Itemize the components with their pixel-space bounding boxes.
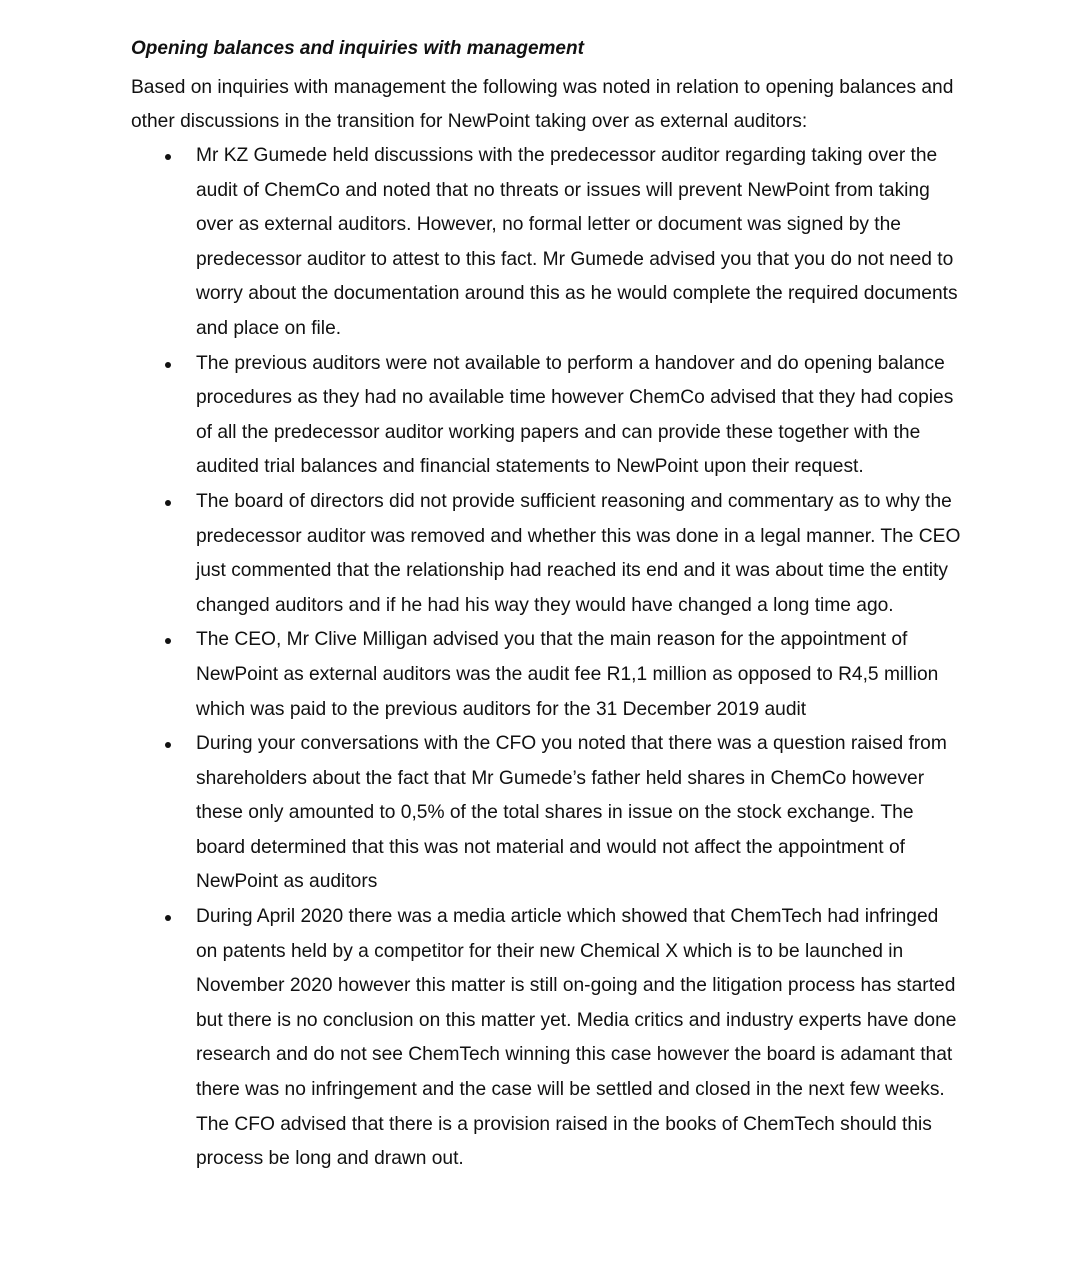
bullet-list [131,139,961,1177]
bullet-text: During your conversations with the CFO you noted that there was a question raised from shareholders about the fact that Mr Gumede’s father held shares in ChemCo however these only amounted to 0,5% of the total shares in issue on the stock exchange. The board determined that this was not material and would not affect the appointment of NewPoint as auditors [196,733,947,893]
bullet-item [131,139,961,347]
bullet-dot-icon [165,638,171,644]
bullet-dot-icon [165,742,171,748]
bullet-text: The CEO, Mr Clive Milligan advised you that the main reason for the appointment of NewPoint as external auditors was the audit fee R1,1 million as opposed to R4,5 million which was paid to the previous auditors for the 31 December 2019 audit [196,629,939,720]
bullet-text: The previous auditors were not available to perform a handover and do opening balance procedures as they had no available time however ChemCo advised that they had copies of all the predecessor auditor working papers and can provide these together with the audited trial balances and financial statements to NewPoint upon their request. [196,352,954,478]
bullet-dot-icon [165,500,171,506]
bullet-dot-icon [165,362,171,368]
bullet-item [131,623,961,727]
bullet-dot-icon [165,915,171,921]
section-heading: Opening balances and inquiries with management [131,38,584,59]
intro-paragraph: Based on inquiries with management the following was noted in relation to opening balances and other discussions in the transition for NewPoint taking over as external auditors: [131,77,954,133]
bullet-text: The board of directors did not provide sufficient reasoning and commentary as to why the predecessor auditor was removed and whether this was done in a legal manner. The CEO just commented that the relationship had reached its end and it was about time the entity changed auditors and if he had his way they would have changed a long time ago. [196,490,961,616]
bullet-item [131,485,961,623]
bullet-item [131,347,961,485]
bullet-item [131,727,961,900]
bullet-text: Mr KZ Gumede held discussions with the predecessor auditor regarding taking over the audit of ChemCo and noted that no threats or issues will prevent NewPoint from taking over as external auditors. However, no formal letter or document was signed by the predecessor auditor to attest to this fact. Mr Gumede advised you that you do not need to worry about the documentation around this as he would complete the required documents and place on file. [196,145,958,339]
bullet-dot-icon [165,154,171,160]
bullet-text: During April 2020 there was a media article which showed that ChemTech had infringed on patents held by a competitor for their new Chemical X which is to be launched in November 2020 however this matter is still on-going and the litigation process has started but there is no conclusion on this matter yet. Media critics and industry experts have done research and do not see ChemTech winning this case however the board is adamant that there was no infringement and the case will be settled and closed in the next few weeks. The CFO advised that there is a provision raised in the books of ChemTech should this process be long and drawn out. [196,906,957,1170]
bullet-item [131,900,961,1177]
